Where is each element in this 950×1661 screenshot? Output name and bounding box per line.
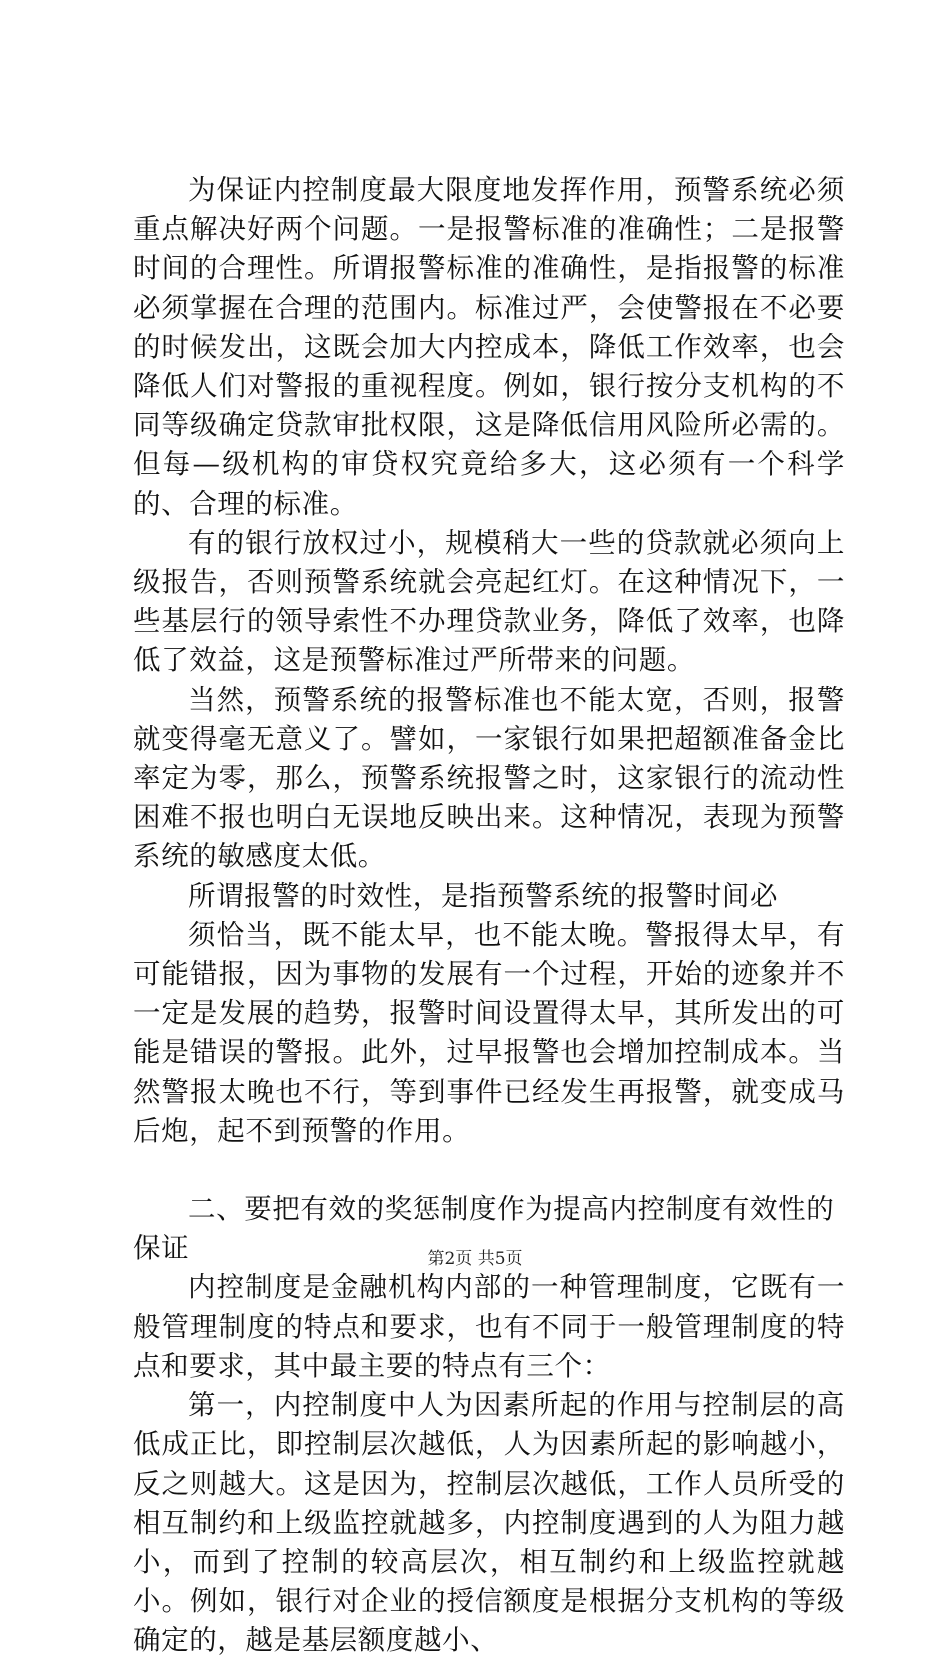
section-heading: 二、要把有效的奖惩制度作为提高内控制度有效性的保证 bbox=[133, 1193, 835, 1265]
paragraph-loose-standard: 当然，预警系统的报警标准也不能太宽，否则，报警就变得毫无意义了。譬如，一家银行如果把超额准备金比率定为零，那么，预警系统报警之时，这家银行的流动性困难不报也明白无误地反映出来。这种情况，表现为预警系统的敏感度太低。 bbox=[133, 683, 845, 873]
paragraph-small-authority: 有的银行放权过小，规模稍大一些的贷款就必须向上级报告，否则预警系统就会亮起红灯。在这种情况下，一些基层行的领导索性不办理贷款业务，降低了效率，也降低了效益，这是预警标准过严所带来的问题。 bbox=[133, 526, 845, 677]
page-footer: 第2页 共5页 bbox=[427, 1249, 523, 1269]
paragraph-internal-control-intro: 内控制度是金融机构内部的一种管理制度，它既有一般管理制度的特点和要求，也有不同于一般管理制度的特点和要求，其中最主要的特点有三个： bbox=[133, 1271, 845, 1382]
paragraph-warning-system: 为保证内控制度最大限度地发挥作用，预警系统必须重点解决好两个问题。一是报警标准的准确性；二是报警时间的合理性。所谓报警标准的准确性，是指报警的标准必须掌握在合理的范围内。标准过严，会使警报在不必要的时候发出，这既会加大内控成本，降低工作效率，也会降低人们对警报的重视程度。例如，银行按分支机构的不同等级确定贷款审批权限，这是降低信用风险所必需的。但每—级机构的审贷权究竟给多大，这必须有一个科学的、合理的标准。 bbox=[133, 174, 845, 520]
paragraph-timeliness-detail: 须恰当，既不能太早，也不能太晚。警报得太早，有可能错报，因为事物的发展有一个过程，开始的迹象并不一定是发展的趋势，报警时间设置得太早，其所发出的可能是错误的警报。此外，过早报警也会增加控制成本。当然警报太晚也不行，等到事件已经发生再报警，就变成马后炮，起不到预警的作用。 bbox=[133, 918, 845, 1147]
paragraph-timeliness-intro: 所谓报警的时效性，是指预警系统的报警时间必 bbox=[188, 879, 779, 912]
document-body bbox=[133, 171, 845, 1661]
paragraph-first-feature: 第一，内控制度中人为因素所起的作用与控制层的高低成正比，即控制层次越低，人为因素所起的影响越小，反之则越大。这是因为，控制层次越低，工作人员所受的相互制约和上级监控就越多，内控制度遇到的人为阻力越小，而到了控制的较高层次，相互制约和上级监控就越小。例如，银行对企业的授信额度是根据分支机构的等级确定的，越是基层额度越小、 bbox=[133, 1389, 845, 1657]
